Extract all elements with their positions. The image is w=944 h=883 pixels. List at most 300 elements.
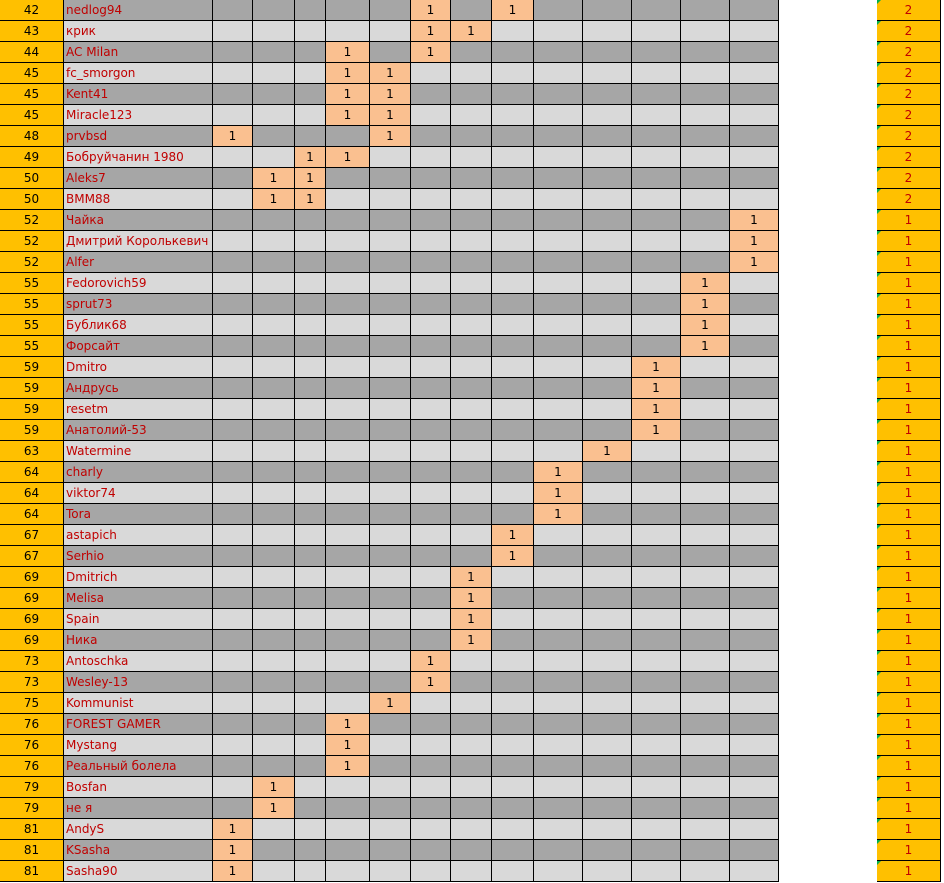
score-cell bbox=[534, 861, 583, 882]
score-cell bbox=[213, 777, 253, 798]
score-cell bbox=[253, 861, 295, 882]
player-name-cell: nedlog94 bbox=[64, 0, 213, 21]
score-cell bbox=[534, 273, 583, 294]
score-mark-cell: 1 bbox=[370, 126, 411, 147]
score-cell bbox=[583, 378, 632, 399]
total-cell: 1 bbox=[877, 819, 941, 840]
score-cell bbox=[295, 63, 326, 84]
score-cell bbox=[492, 336, 534, 357]
player-name-cell: Melisa bbox=[64, 588, 213, 609]
total-cell: 2 bbox=[877, 168, 941, 189]
score-cell bbox=[253, 420, 295, 441]
score-cell bbox=[730, 84, 779, 105]
table-row bbox=[0, 483, 944, 504]
player-name-cell: Kent41 bbox=[64, 84, 213, 105]
score-mark-cell: 1 bbox=[326, 84, 370, 105]
score-cell bbox=[492, 210, 534, 231]
score-cell bbox=[632, 714, 681, 735]
score-cell bbox=[492, 273, 534, 294]
score-cell bbox=[370, 651, 411, 672]
rank-cell: 69 bbox=[0, 630, 64, 651]
total-cell: 1 bbox=[877, 357, 941, 378]
score-cell bbox=[632, 672, 681, 693]
score-cell bbox=[730, 630, 779, 651]
score-cell bbox=[295, 0, 326, 21]
rank-cell: 64 bbox=[0, 504, 64, 525]
score-cell bbox=[492, 441, 534, 462]
score-cell bbox=[411, 504, 451, 525]
score-cell bbox=[213, 189, 253, 210]
score-mark-cell: 1 bbox=[730, 210, 779, 231]
score-cell bbox=[451, 798, 492, 819]
score-mark-cell: 1 bbox=[492, 0, 534, 21]
score-cell bbox=[492, 252, 534, 273]
table-row bbox=[0, 21, 944, 42]
score-cell bbox=[730, 21, 779, 42]
score-mark-cell: 1 bbox=[730, 252, 779, 273]
rank-cell: 55 bbox=[0, 273, 64, 294]
score-cell bbox=[411, 567, 451, 588]
score-cell bbox=[632, 63, 681, 84]
table-row bbox=[0, 189, 944, 210]
score-cell bbox=[583, 357, 632, 378]
total-cell: 1 bbox=[877, 672, 941, 693]
score-cell bbox=[451, 546, 492, 567]
score-cell bbox=[326, 504, 370, 525]
player-name-cell: Aleks7 bbox=[64, 168, 213, 189]
score-cell bbox=[730, 651, 779, 672]
player-name-cell: Mystang bbox=[64, 735, 213, 756]
table-row bbox=[0, 756, 944, 777]
score-cell bbox=[451, 42, 492, 63]
score-mark-cell: 1 bbox=[295, 147, 326, 168]
cell-comment-flag-icon bbox=[877, 231, 881, 235]
score-cell bbox=[411, 315, 451, 336]
score-cell bbox=[370, 483, 411, 504]
score-mark-cell: 1 bbox=[253, 777, 295, 798]
rank-cell: 59 bbox=[0, 378, 64, 399]
score-cell bbox=[632, 588, 681, 609]
score-mark-cell: 1 bbox=[451, 588, 492, 609]
total-cell: 1 bbox=[877, 462, 941, 483]
score-cell bbox=[295, 105, 326, 126]
cell-comment-flag-icon bbox=[877, 42, 881, 46]
score-cell bbox=[370, 588, 411, 609]
table-row bbox=[0, 567, 944, 588]
score-cell bbox=[492, 567, 534, 588]
score-cell bbox=[632, 609, 681, 630]
score-cell bbox=[583, 42, 632, 63]
score-mark-cell: 1 bbox=[451, 21, 492, 42]
score-cell bbox=[451, 378, 492, 399]
rank-cell: 55 bbox=[0, 315, 64, 336]
score-mark-cell: 1 bbox=[370, 63, 411, 84]
score-cell bbox=[451, 819, 492, 840]
score-mark-cell: 1 bbox=[411, 0, 451, 21]
table-row bbox=[0, 861, 944, 882]
score-cell bbox=[681, 630, 730, 651]
score-cell bbox=[411, 420, 451, 441]
score-cell bbox=[730, 588, 779, 609]
rank-cell: 59 bbox=[0, 399, 64, 420]
player-name-cell: Sasha90 bbox=[64, 861, 213, 882]
score-cell bbox=[583, 567, 632, 588]
score-cell bbox=[370, 504, 411, 525]
score-cell bbox=[326, 840, 370, 861]
score-cell bbox=[326, 609, 370, 630]
rank-cell: 55 bbox=[0, 336, 64, 357]
score-cell bbox=[583, 525, 632, 546]
cell-comment-flag-icon bbox=[877, 483, 881, 487]
total-cell: 1 bbox=[877, 693, 941, 714]
score-cell bbox=[213, 462, 253, 483]
table-row bbox=[0, 693, 944, 714]
rank-cell: 76 bbox=[0, 756, 64, 777]
score-cell bbox=[681, 147, 730, 168]
cell-comment-flag-icon bbox=[877, 273, 881, 277]
score-cell bbox=[492, 714, 534, 735]
total-cell: 1 bbox=[877, 777, 941, 798]
score-cell bbox=[534, 231, 583, 252]
score-cell bbox=[534, 651, 583, 672]
score-cell bbox=[583, 588, 632, 609]
cell-comment-flag-icon bbox=[877, 819, 881, 823]
player-name-cell: astapich bbox=[64, 525, 213, 546]
total-cell: 2 bbox=[877, 189, 941, 210]
score-cell bbox=[534, 630, 583, 651]
score-cell bbox=[681, 63, 730, 84]
score-cell bbox=[451, 84, 492, 105]
score-mark-cell: 1 bbox=[534, 504, 583, 525]
score-cell bbox=[295, 546, 326, 567]
score-cell bbox=[492, 651, 534, 672]
score-cell bbox=[451, 672, 492, 693]
score-cell bbox=[730, 609, 779, 630]
score-cell bbox=[253, 672, 295, 693]
score-cell bbox=[253, 609, 295, 630]
score-cell bbox=[681, 840, 730, 861]
score-cell bbox=[492, 42, 534, 63]
score-cell bbox=[326, 273, 370, 294]
score-cell bbox=[632, 168, 681, 189]
score-cell bbox=[632, 567, 681, 588]
score-cell bbox=[295, 756, 326, 777]
player-name-cell: Бобруйчанин 1980 bbox=[64, 147, 213, 168]
score-cell bbox=[411, 273, 451, 294]
rank-cell: 67 bbox=[0, 546, 64, 567]
score-cell bbox=[583, 105, 632, 126]
score-cell bbox=[632, 798, 681, 819]
score-cell bbox=[213, 210, 253, 231]
score-cell bbox=[370, 231, 411, 252]
score-cell bbox=[632, 294, 681, 315]
total-cell: 1 bbox=[877, 798, 941, 819]
score-cell bbox=[370, 525, 411, 546]
score-cell bbox=[632, 231, 681, 252]
score-cell bbox=[681, 588, 730, 609]
score-cell bbox=[730, 315, 779, 336]
total-cell: 1 bbox=[877, 441, 941, 462]
score-cell bbox=[534, 588, 583, 609]
table-row bbox=[0, 231, 944, 252]
score-cell bbox=[681, 252, 730, 273]
rank-cell: 59 bbox=[0, 420, 64, 441]
rank-cell: 45 bbox=[0, 105, 64, 126]
score-cell bbox=[326, 294, 370, 315]
cell-comment-flag-icon bbox=[877, 588, 881, 592]
score-cell bbox=[370, 294, 411, 315]
total-cell: 1 bbox=[877, 651, 941, 672]
player-name-cell: Dmitro bbox=[64, 357, 213, 378]
player-name-cell: Форсайт bbox=[64, 336, 213, 357]
total-cell: 1 bbox=[877, 336, 941, 357]
score-mark-cell: 1 bbox=[326, 63, 370, 84]
score-cell bbox=[411, 357, 451, 378]
rank-cell: 52 bbox=[0, 210, 64, 231]
rank-cell: 76 bbox=[0, 714, 64, 735]
score-cell bbox=[295, 273, 326, 294]
rank-cell: 64 bbox=[0, 462, 64, 483]
score-cell bbox=[326, 693, 370, 714]
cell-comment-flag-icon bbox=[877, 462, 881, 466]
table-row bbox=[0, 252, 944, 273]
score-cell bbox=[534, 609, 583, 630]
score-mark-cell: 1 bbox=[326, 735, 370, 756]
score-cell bbox=[681, 798, 730, 819]
score-cell bbox=[534, 63, 583, 84]
score-cell bbox=[370, 798, 411, 819]
player-name-cell: viktor74 bbox=[64, 483, 213, 504]
rank-cell: 43 bbox=[0, 21, 64, 42]
score-cell bbox=[411, 840, 451, 861]
score-cell bbox=[411, 777, 451, 798]
score-cell bbox=[326, 399, 370, 420]
score-cell bbox=[370, 336, 411, 357]
player-name-cell: BMM88 bbox=[64, 189, 213, 210]
score-cell bbox=[295, 693, 326, 714]
score-cell bbox=[681, 777, 730, 798]
score-cell bbox=[411, 483, 451, 504]
score-cell bbox=[370, 609, 411, 630]
score-cell bbox=[583, 651, 632, 672]
cell-comment-flag-icon bbox=[877, 567, 881, 571]
score-cell bbox=[632, 840, 681, 861]
score-cell bbox=[632, 210, 681, 231]
score-cell bbox=[534, 735, 583, 756]
score-cell bbox=[213, 546, 253, 567]
score-cell bbox=[534, 693, 583, 714]
score-cell bbox=[583, 210, 632, 231]
table-row bbox=[0, 504, 944, 525]
player-name-cell: Анатолий-53 bbox=[64, 420, 213, 441]
player-name-cell: sprut73 bbox=[64, 294, 213, 315]
table-row bbox=[0, 378, 944, 399]
cell-comment-flag-icon bbox=[877, 336, 881, 340]
score-cell bbox=[451, 777, 492, 798]
score-cell bbox=[451, 840, 492, 861]
score-cell bbox=[213, 588, 253, 609]
score-cell bbox=[451, 756, 492, 777]
score-cell bbox=[534, 210, 583, 231]
total-cell: 1 bbox=[877, 504, 941, 525]
score-cell bbox=[583, 168, 632, 189]
score-cell bbox=[730, 567, 779, 588]
score-mark-cell: 1 bbox=[370, 84, 411, 105]
rank-cell: 52 bbox=[0, 252, 64, 273]
score-mark-cell: 1 bbox=[681, 336, 730, 357]
table-row bbox=[0, 105, 944, 126]
score-cell bbox=[632, 147, 681, 168]
score-mark-cell: 1 bbox=[681, 294, 730, 315]
score-cell bbox=[492, 189, 534, 210]
cell-comment-flag-icon bbox=[877, 168, 881, 172]
score-cell bbox=[730, 441, 779, 462]
player-name-cell: AndyS bbox=[64, 819, 213, 840]
score-mark-cell: 1 bbox=[326, 105, 370, 126]
player-name-cell: Bosfan bbox=[64, 777, 213, 798]
score-cell bbox=[326, 462, 370, 483]
table-row bbox=[0, 462, 944, 483]
score-cell bbox=[492, 63, 534, 84]
score-cell bbox=[632, 273, 681, 294]
score-cell bbox=[583, 273, 632, 294]
score-cell bbox=[213, 567, 253, 588]
score-cell bbox=[730, 0, 779, 21]
score-cell bbox=[370, 399, 411, 420]
score-mark-cell: 1 bbox=[681, 315, 730, 336]
score-mark-cell: 1 bbox=[213, 126, 253, 147]
score-cell bbox=[730, 756, 779, 777]
score-cell bbox=[295, 588, 326, 609]
score-cell bbox=[370, 189, 411, 210]
score-cell bbox=[534, 378, 583, 399]
score-cell bbox=[583, 399, 632, 420]
score-cell bbox=[730, 861, 779, 882]
score-cell bbox=[583, 630, 632, 651]
score-cell bbox=[534, 798, 583, 819]
score-mark-cell: 1 bbox=[451, 609, 492, 630]
table-row bbox=[0, 672, 944, 693]
score-cell bbox=[534, 567, 583, 588]
score-cell bbox=[632, 105, 681, 126]
total-cell: 1 bbox=[877, 210, 941, 231]
total-cell: 1 bbox=[877, 252, 941, 273]
score-mark-cell: 1 bbox=[326, 756, 370, 777]
score-mark-cell: 1 bbox=[295, 168, 326, 189]
table-row bbox=[0, 441, 944, 462]
score-cell bbox=[295, 420, 326, 441]
cell-comment-flag-icon bbox=[877, 252, 881, 256]
score-cell bbox=[583, 504, 632, 525]
score-cell bbox=[730, 735, 779, 756]
score-cell bbox=[253, 756, 295, 777]
score-cell bbox=[253, 693, 295, 714]
score-cell bbox=[213, 84, 253, 105]
table-row bbox=[0, 525, 944, 546]
score-cell bbox=[253, 504, 295, 525]
score-cell bbox=[534, 525, 583, 546]
score-cell bbox=[632, 525, 681, 546]
score-cell bbox=[681, 168, 730, 189]
score-mark-cell: 1 bbox=[534, 462, 583, 483]
player-name-cell: Antoschka bbox=[64, 651, 213, 672]
score-cell bbox=[411, 630, 451, 651]
score-cell bbox=[370, 672, 411, 693]
score-cell bbox=[730, 672, 779, 693]
score-cell bbox=[213, 798, 253, 819]
score-cell bbox=[213, 504, 253, 525]
score-cell bbox=[492, 588, 534, 609]
score-cell bbox=[213, 294, 253, 315]
score-cell bbox=[681, 756, 730, 777]
score-cell bbox=[213, 63, 253, 84]
score-cell bbox=[632, 441, 681, 462]
table-row bbox=[0, 399, 944, 420]
score-cell bbox=[583, 693, 632, 714]
score-cell bbox=[326, 777, 370, 798]
cell-comment-flag-icon bbox=[877, 546, 881, 550]
score-cell bbox=[730, 126, 779, 147]
score-cell bbox=[253, 210, 295, 231]
score-cell bbox=[370, 462, 411, 483]
score-cell bbox=[213, 315, 253, 336]
score-cell bbox=[681, 378, 730, 399]
cell-comment-flag-icon bbox=[877, 756, 881, 760]
score-cell bbox=[534, 0, 583, 21]
score-cell bbox=[451, 336, 492, 357]
score-cell bbox=[370, 840, 411, 861]
score-cell bbox=[492, 798, 534, 819]
cell-comment-flag-icon bbox=[877, 840, 881, 844]
table-row bbox=[0, 210, 944, 231]
total-cell: 2 bbox=[877, 0, 941, 21]
score-cell bbox=[583, 714, 632, 735]
score-cell bbox=[730, 525, 779, 546]
score-cell bbox=[253, 483, 295, 504]
score-cell bbox=[681, 42, 730, 63]
score-cell bbox=[411, 294, 451, 315]
score-cell bbox=[253, 819, 295, 840]
score-cell bbox=[295, 840, 326, 861]
player-name-cell: resetm bbox=[64, 399, 213, 420]
score-cell bbox=[411, 105, 451, 126]
score-cell bbox=[253, 147, 295, 168]
player-name-cell: Fedorovich59 bbox=[64, 273, 213, 294]
score-cell bbox=[730, 168, 779, 189]
score-cell bbox=[451, 147, 492, 168]
total-cell: 1 bbox=[877, 756, 941, 777]
total-cell: 1 bbox=[877, 609, 941, 630]
table-row bbox=[0, 273, 944, 294]
score-cell bbox=[253, 567, 295, 588]
score-mark-cell: 1 bbox=[253, 189, 295, 210]
table-row bbox=[0, 798, 944, 819]
score-cell bbox=[370, 21, 411, 42]
rank-cell: 76 bbox=[0, 735, 64, 756]
rank-cell: 44 bbox=[0, 42, 64, 63]
score-cell bbox=[681, 21, 730, 42]
score-cell bbox=[295, 315, 326, 336]
score-mark-cell: 1 bbox=[253, 798, 295, 819]
score-cell bbox=[411, 756, 451, 777]
score-cell bbox=[326, 651, 370, 672]
score-cell bbox=[492, 84, 534, 105]
score-cell bbox=[451, 357, 492, 378]
score-cell bbox=[213, 672, 253, 693]
cell-comment-flag-icon bbox=[877, 861, 881, 865]
score-cell bbox=[253, 252, 295, 273]
score-cell bbox=[583, 777, 632, 798]
